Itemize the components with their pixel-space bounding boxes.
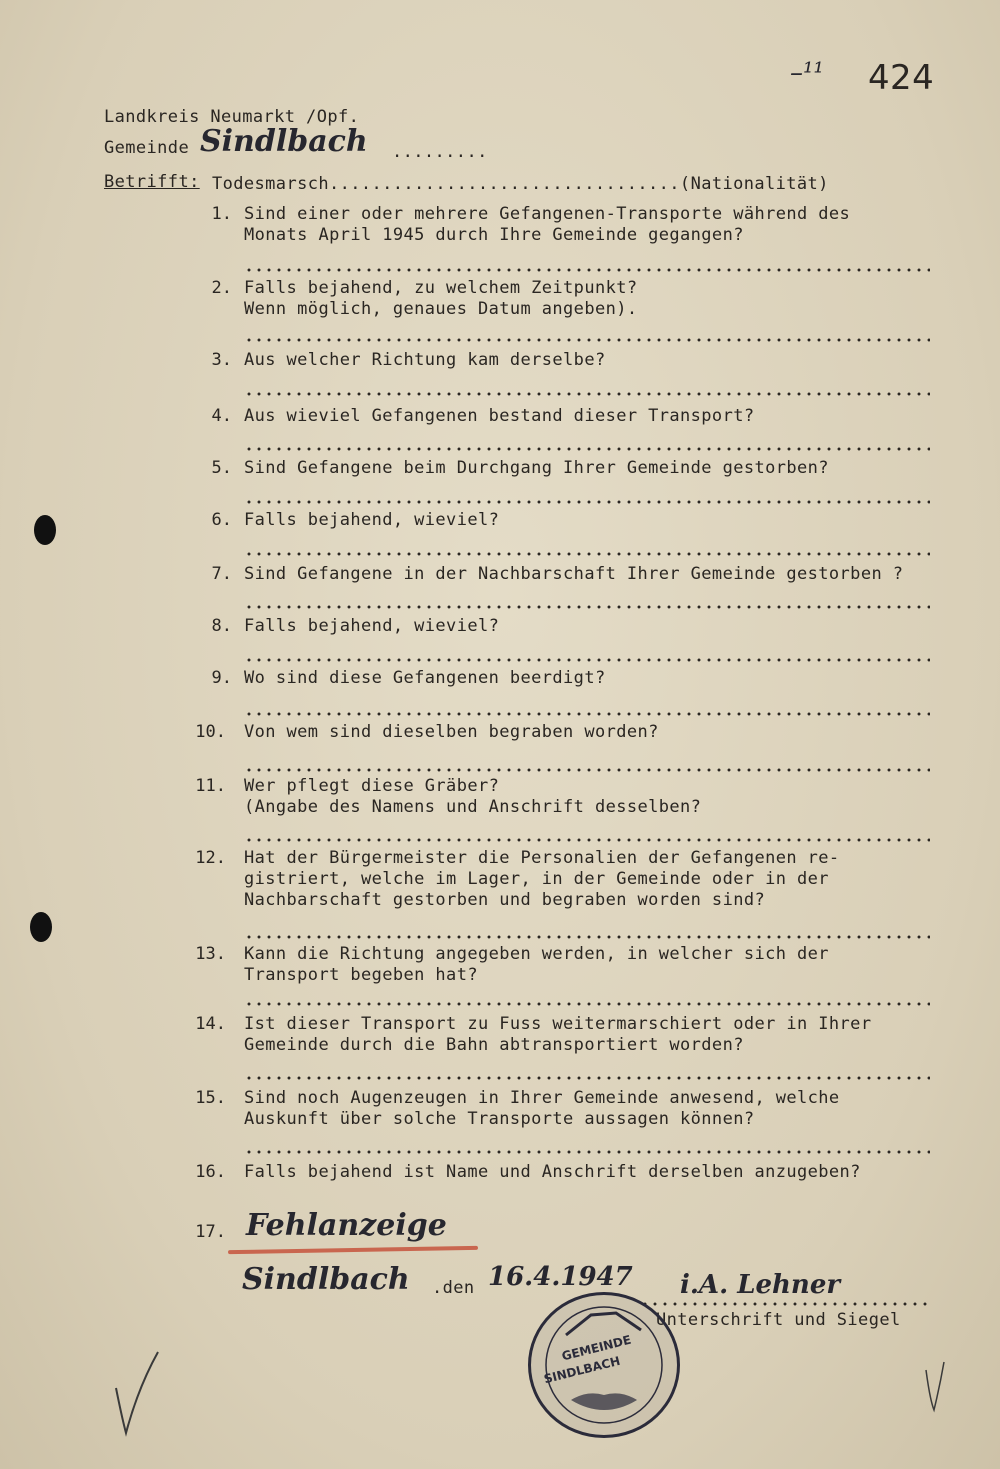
- question-text-line: Wo sind diese Gefangenen beerdigt?: [244, 668, 606, 688]
- place-handwritten: Sindlbach: [242, 1262, 410, 1297]
- question-text-line: Falls bejahend, wieviel?: [244, 616, 500, 636]
- answer-dotted-line: [244, 338, 930, 342]
- official-seal: [528, 1292, 680, 1438]
- question-text-line: Nachbarschaft gestorben und begraben worden sind?: [244, 890, 766, 910]
- question-text-line: Wenn möglich, genaues Datum angeben).: [244, 299, 638, 319]
- betrifft-label: Betrifft:: [104, 172, 200, 192]
- gemeinde-dots: .........: [392, 142, 488, 162]
- question-number: 11.: [195, 776, 226, 796]
- answer-dotted-line: [244, 500, 930, 504]
- question-text-line: Auskunft über solche Transporte aussagen können?: [244, 1109, 755, 1129]
- question-number: 14.: [195, 1014, 226, 1034]
- question-number: 4.: [211, 406, 232, 426]
- question-number: 3.: [211, 350, 232, 370]
- punch-hole-lower: [30, 912, 52, 942]
- answer-dotted-line: [244, 552, 930, 556]
- answer-dotted-line: [244, 768, 930, 772]
- answer-dotted-line: [244, 935, 930, 939]
- question-text-line: Sind Gefangene in der Nachbarschaft Ihrer Gemeinde gestorben ?: [244, 564, 904, 584]
- answer-dotted-line: [244, 605, 930, 609]
- question-text-line: gistriert, welche im Lager, in der Gemeinde oder in der: [244, 869, 829, 889]
- answer-17: Fehlanzeige: [246, 1208, 447, 1243]
- answer-dotted-line: [244, 658, 930, 662]
- red-underline: [228, 1246, 478, 1254]
- question-number: 10.: [195, 722, 226, 742]
- signature-dots: [640, 1302, 930, 1306]
- question-text-line: Aus wieviel Gefangenen bestand dieser Transport?: [244, 406, 755, 426]
- question-number: 5.: [211, 458, 232, 478]
- question-number: 8.: [211, 616, 232, 636]
- gemeinde-label: Gemeinde: [104, 138, 190, 158]
- question-number: 15.: [195, 1088, 226, 1108]
- question-text-line: Sind noch Augenzeugen in Ihrer Gemeinde anwesend, welche: [244, 1088, 840, 1108]
- question-text-line: Gemeinde durch die Bahn abtransportiert worden?: [244, 1035, 744, 1055]
- check-mark-right: [922, 1360, 952, 1420]
- question-text-line: Hat der Bürgermeister die Personalien der Gefangenen re-: [244, 848, 840, 868]
- page-number: 424: [868, 58, 935, 98]
- question-text-line: Aus welcher Richtung kam derselbe?: [244, 350, 606, 370]
- question-number: 2.: [211, 278, 232, 298]
- punch-hole-upper: [34, 515, 56, 545]
- question-number: 7.: [211, 564, 232, 584]
- gemeinde-value: Sindlbach: [200, 124, 368, 159]
- answer-dotted-line: [244, 1150, 930, 1154]
- question-text-line: Von wem sind dieselben begraben worden?: [244, 722, 659, 742]
- question-text-line: Monats April 1945 durch Ihre Gemeinde gegangen?: [244, 225, 744, 245]
- landkreis-line: Landkreis Neumarkt /Opf.: [104, 107, 360, 127]
- stamp-line-2: SINDLBACH: [542, 1353, 622, 1387]
- question-number: 9.: [211, 668, 232, 688]
- answer-dotted-line: [244, 1002, 930, 1006]
- stamp-line-1: GEMEINDE: [560, 1332, 633, 1364]
- question-number: 16.: [195, 1162, 226, 1182]
- den-label: .den: [432, 1278, 475, 1298]
- signature-label: Unterschrift und Siegel: [656, 1310, 901, 1330]
- question-number: 12.: [195, 848, 226, 868]
- question-number: 6.: [211, 510, 232, 530]
- signature-handwritten: i.A. Lehner: [680, 1270, 841, 1300]
- answer-dotted-line: [244, 268, 930, 272]
- question-text-line: Falls bejahend, zu welchem Zeitpunkt?: [244, 278, 638, 298]
- date-handwritten: 16.4.1947: [488, 1262, 633, 1292]
- question-number: 1.: [211, 204, 232, 224]
- check-mark-left: [108, 1348, 168, 1438]
- question-text-line: Sind Gefangene beim Durchgang Ihrer Gemeinde gestorben?: [244, 458, 829, 478]
- betrifft-text: Todesmarsch.................................(Nationalität): [212, 174, 829, 194]
- answer-dotted-line: [244, 1076, 930, 1080]
- question-text-line: Kann die Richtung angegeben werden, in welcher sich der: [244, 944, 829, 964]
- answer-dotted-line: [244, 447, 930, 451]
- answer-dotted-line: [244, 838, 930, 842]
- answer-dotted-line: [244, 712, 930, 716]
- page-mark: –¹¹: [790, 58, 824, 88]
- question-text-line: (Angabe des Namens und Anschrift desselben?: [244, 797, 702, 817]
- question-text-line: Sind einer oder mehrere Gefangenen-Transporte während des: [244, 204, 851, 224]
- answer-dotted-line: [244, 392, 930, 396]
- question-text-line: Transport begeben hat?: [244, 965, 478, 985]
- question-text-line: Falls bejahend ist Name und Anschrift derselben anzugeben?: [244, 1162, 861, 1182]
- question-text-line: Falls bejahend, wieviel?: [244, 510, 500, 530]
- question-text-line: Ist dieser Transport zu Fuss weitermarschiert oder in Ihrer: [244, 1014, 872, 1034]
- question-number: 17.: [195, 1222, 226, 1242]
- question-number: 13.: [195, 944, 226, 964]
- question-text-line: Wer pflegt diese Gräber?: [244, 776, 500, 796]
